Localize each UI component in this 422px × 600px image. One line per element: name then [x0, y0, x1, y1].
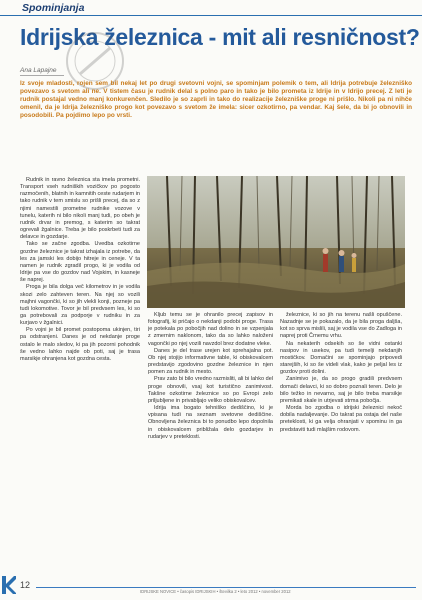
text-column-3 [280, 312, 402, 575]
paragraph: Tako se začne zgodba. Uvedba ozkotirne gozdne železnice je takrat izhajala iz potrebe, da les za jamski les dobijo hitreje in ceneje. V ta namen je rudnik zgradil progo, ki je vodila od Idrije pa vse do gozdov nad Vojskim, in kasneje še naprej. [20, 241, 140, 284]
paragraph: železnice, ki so jih na terenu našli opuščene. Nazadnje se je pokazalo, da je bila proga daljša, kot so sprva mislili, saj je vodila vse do Zadloga in naprej proti Črnemu vrhu. [280, 312, 402, 340]
section-label: Spominjanja [22, 2, 85, 14]
paragraph: Danes je del trase urejen kot sprehajalna pot. Ob njej stojijo informativne table, ki obiskovalcem predstavijo zgodovino gozdne železnice in njen pomen za rudnik in mesto. [148, 347, 273, 376]
forest-photo [147, 176, 405, 308]
footer-divider [36, 587, 416, 588]
paragraph: Morda bo zgodba o idrijski železnici nekoč dobila nadaljevanje. Do takrat pa ostaja del naše preteklosti, ki ga velja ohranjati v spominu in ga predstaviti tudi mlajšim rodovom. [280, 405, 402, 433]
paragraph: Zanimivo je, da so progo gradili predvsem domači delavci, ki so dobro poznali teren. Delo je bilo težko in nevarno, saj je bilo treba marsikje premikati skale in utrjevati strma pobočja. [280, 376, 402, 404]
paragraph: Na nekaterih odsekih so še vidni ostanki nasipov in usekov, pa tudi temelji nekdanjih mostičkov. Domačini se spominjajo pripovedi starejših, ki so še videli vlak, kako je peljal les iz gozdov proti dolini. [280, 340, 402, 376]
article-lead: Iz svoje mladosti, rojen sem bil nekaj let po drugi svetovni vojni, se spominjam polemik o tem, ali Idrija potrebuje železniško povezavo s svetom ali ne. V tistem času je rudnik delal s polno paro in tako je bilo prometa iz Idrije in v Idrijo precej. Z leti je rudnik postajal vedno manj konkurenčen. Sledilo je so zaprli in tako do realizacije železniške proge ni prišlo. Nikoli pa ni nihče omenil, da je Idrija železniško progo kot povezavo s svetom že imela: sicer ozkotirno, pa vendar. Kaj šele, da bi jo obnovili in posodobili. Pa pojdimo lepo po vrsti. [20, 80, 412, 120]
paragraph: Idrija ima bogato tehniško dediščino, ki je vpisana tudi na seznam svetovne dediščine. Obnovljena železnica bi to ponudbo lepo dopolnila in obiskovalcem približala delo gozdarjev in rudarjev v preteklosti. [148, 405, 273, 440]
section-header [0, 0, 422, 16]
k-logo-icon [2, 576, 16, 594]
article-author: Ana Lapajne [20, 67, 57, 74]
paragraph: Rudnik in ravno železnica sta imela prometni. Transport vseh rudniških vozičkov po pogosto razmočenih, blatnih in kamnitih ceste rudarjem in tako rudnik v tem smislu so prišli precej, da so z njimi namestili prometne rudnike vozove v tunelu, katerih ni bilo nikoli manj tudi, po obeh je rudnik drvar in premog, s katerim so takrat ogrevali žgalnice. Treba je bilo poskrbeti tudi za delavce in gozdarje. [20, 177, 140, 241]
footer-publication: IDRIJSKE NOVICE • časopis IDRIJSKIH • številka 2 • leto 2012 • november 2012 [140, 589, 291, 594]
paragraph: Proga je bila dolga več kilometrov in je vodila skozi zelo zahteven teren. Na njej so vozili majhni vagončki, ki so jih vlekli konji, pozneje pa tudi lokomotive. Tovor je bil predvsem les, ki so ga potrebovali za podporje v rudniku in za kurjavo v žgalnici. [20, 284, 140, 327]
article-title: Idrijska železnica - mit ali resničnost? [20, 24, 420, 50]
author-divider [20, 75, 64, 76]
paragraph: Prav zato bi bilo vredno razmisliti, ali bi lahko del proge obnovili, vsaj kot turistično zanimivost. Takšne ozkotirne železnice so po Evropi zelo priljubljene in privabljajo veliko obiskovalcev. [148, 376, 273, 404]
paragraph: Po vojni je bil promet postopoma ukinjen, tiri pa odstranjeni. Danes je od nekdanje proge ostalo le malo sledov, ki pa jih pozorni pohodnik še vedno lahko najde ob poti, saj je trasa marsikje ohranjena kot gozdna cesta. [20, 327, 140, 362]
text-column-1 [20, 177, 140, 575]
paragraph: Kljub temu se je ohranilo precej zapisov in fotografij, ki pričajo o nekdanji podobi proge. Trasa je potekala po pobočjih nad dolino in se vzpenjala z zmernim naklonom, tako da so lahko naloženi vagončki po njej vozili navzdol brez dodatne vleke. [148, 312, 273, 347]
page-number: 12 [20, 580, 31, 590]
text-column-2 [148, 312, 273, 575]
